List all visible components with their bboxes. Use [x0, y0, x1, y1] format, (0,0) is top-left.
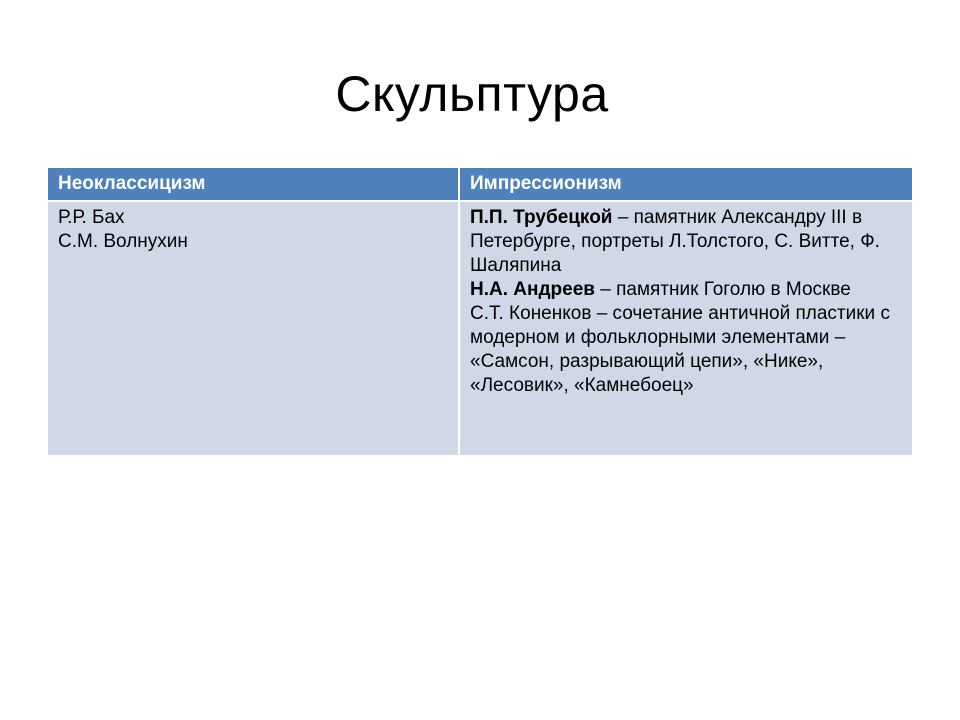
sculpture-table: [48, 168, 912, 455]
impressionism-cell: [459, 201, 912, 455]
sculptor-works: – памятник Александру III в Петербурге, портреты Л.Толстого, С. Витте, Ф. Шаляпина: [470, 207, 880, 276]
sculptor-entry: [470, 278, 902, 302]
column-header-neoclassicism: Неоклассицизм: [48, 168, 459, 201]
sculptor-name: Н.А. Андреев: [470, 279, 595, 300]
sculptor-name: П.П. Трубецкой: [470, 207, 613, 228]
sculptor-works: – памятник Гоголю в Москве: [594, 279, 851, 300]
table-header-row: [48, 168, 912, 201]
sculptor-name: С.М. Волнухин: [58, 231, 188, 252]
column-header-impressionism: Импрессионизм: [459, 168, 912, 201]
sculptor-entry: С.Т. Коненков – сочетание античной пластики с модерном и фольклорными элементами – «Самсон, разрывающий цепи», «Нике», «Лесовик», «Камнебоец»: [470, 303, 890, 396]
sculptor-entry: [470, 206, 902, 278]
table-row: [48, 201, 912, 455]
sculptor-name: Р.Р. Бах: [58, 207, 125, 228]
slide-title: Скульптура: [335, 66, 609, 122]
neoclassicism-cell: [48, 201, 459, 455]
